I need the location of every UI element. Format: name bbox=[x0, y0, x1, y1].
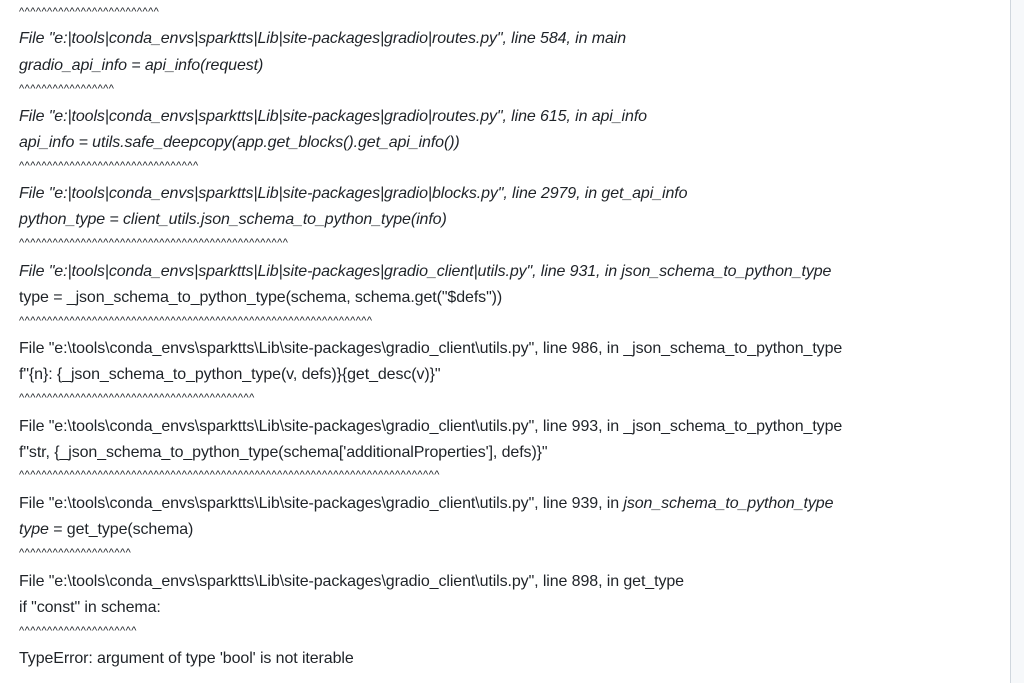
traceback-file-line bbox=[19, 494, 833, 514]
traceback-code-line bbox=[19, 520, 193, 540]
caret-marker: ^^^^^^^^^^^^^^^^^^^^^^^^^^^^^^^^^^^^^^^^^^^^^^^^^^^^^^^^^^^^^^^ bbox=[19, 315, 373, 327]
traceback-file-line: File "e:\tools\conda_envs\sparktts\Lib\site-packages\gradio_client\utils.py", line 993, in _json_schema_to_python_type bbox=[19, 418, 843, 435]
caret-marker: ^^^^^^^^^^^^^^^^^^^^^^^^^^^^^^^^^^^^^^^^^^^^^^^^^^^^^^^^^^^^^^^^^^^^^^^^^^^ bbox=[19, 469, 440, 481]
traceback-code-line: api_info = utils.safe_deepcopy(app.get_blocks().get_api_info()) bbox=[19, 134, 460, 151]
caret-marker: ^^^^^^^^^^^^^^^^^^^^^^^^^^^^^^^^ bbox=[19, 160, 199, 172]
traceback-code-line: gradio_api_info = api_info(request) bbox=[19, 57, 264, 74]
caret-marker: ^^^^^^^^^^^^^^^^^ bbox=[19, 83, 115, 95]
traceback-code-line: type = _json_schema_to_python_type(schema, schema.get("$defs")) bbox=[19, 289, 503, 306]
code-keyword: type bbox=[19, 521, 49, 538]
traceback-file-line: File "e:\tools\conda_envs\sparktts\Lib\site-packages\gradio_client\utils.py", line 898, in get_type bbox=[19, 573, 684, 590]
caret-marker: ^^^^^^^^^^^^^^^^^^^^^ bbox=[19, 625, 137, 637]
error-message: TypeError: argument of type 'bool' is not iterable bbox=[19, 650, 354, 667]
caret-marker: ^^^^^^^^^^^^^^^^^^^^^^^^^ bbox=[19, 6, 160, 18]
caret-marker: ^^^^^^^^^^^^^^^^^^^^ bbox=[19, 547, 132, 559]
code-rest: = get_type(schema) bbox=[48, 521, 194, 538]
traceback-code-line: f"str, {_json_schema_to_python_type(schema['additionalProperties'], defs)}" bbox=[19, 444, 548, 461]
traceback-file-line: File "e:|tools|conda_envs|sparktts|Lib|site-packages|gradio|routes.py", line 615, in api_info bbox=[19, 108, 647, 125]
traceback-file-line: File "e:\tools\conda_envs\sparktts\Lib\site-packages\gradio_client\utils.py", line 986, in _json_schema_to_python_type bbox=[19, 340, 843, 357]
traceback-code-line: python_type = client_utils.json_schema_to_python_type(info) bbox=[19, 211, 447, 228]
function-name: json_schema_to_python_type bbox=[623, 495, 834, 512]
caret-marker: ^^^^^^^^^^^^^^^^^^^^^^^^^^^^^^^^^^^^^^^^^^^^^^^^ bbox=[19, 237, 289, 249]
traceback-code-line: f"{n}: {_json_schema_to_python_type(v, defs)}{get_desc(v)}" bbox=[19, 366, 441, 383]
traceback-file-line: File "e:|tools|conda_envs|sparktts|Lib|site-packages|gradio_client|utils.py", line 931, in json_schema_to_python_type bbox=[19, 263, 832, 280]
caret-marker: ^^^^^^^^^^^^^^^^^^^^^^^^^^^^^^^^^^^^^^^^^^ bbox=[19, 392, 255, 404]
scrollbar-gutter[interactable] bbox=[1011, 0, 1024, 683]
traceback-code-line: if "const" in schema: bbox=[19, 599, 161, 616]
file-line-prefix: File "e:\tools\conda_envs\sparktts\Lib\site-packages\gradio_client\utils.py", line 939, in bbox=[19, 495, 624, 512]
traceback-file-line: File "e:|tools|conda_envs|sparktts|Lib|site-packages|gradio|routes.py", line 584, in main bbox=[19, 30, 626, 47]
traceback-file-line: File "e:|tools|conda_envs|sparktts|Lib|site-packages|gradio|blocks.py", line 2979, in get_api_info bbox=[19, 185, 688, 202]
